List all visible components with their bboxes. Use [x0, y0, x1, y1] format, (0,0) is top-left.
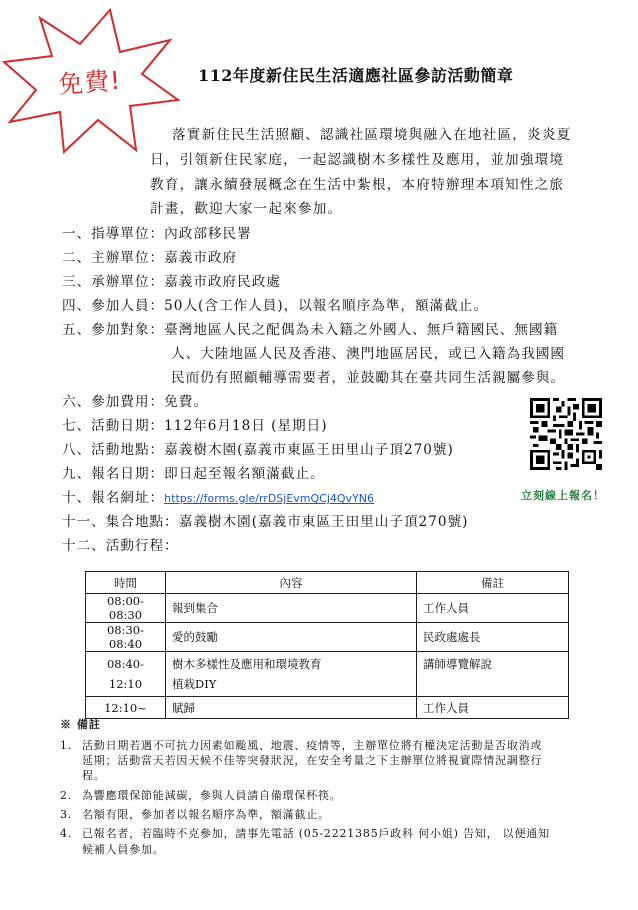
row-content: 愛的鼓勵 — [166, 623, 417, 652]
note-number: 3. — [60, 808, 73, 821]
table-row — [86, 652, 569, 697]
note-number: 1. — [60, 739, 73, 752]
intro-line: 計畫，歡迎大家一起來參加。 — [150, 201, 343, 217]
note-text: 已報名者，若臨時不克參加，請事先電話 (05-2221385戶政科 何小姐) 告知， 以便通知 — [82, 827, 550, 840]
table-row — [86, 697, 569, 719]
qr-code-icon[interactable] — [530, 398, 602, 470]
header-content: 內容 — [166, 572, 417, 594]
item-label: 十二、活動行程： — [62, 538, 179, 554]
header-time: 時間 — [86, 572, 166, 594]
row-note: 工作人員 — [417, 594, 569, 623]
note-text: 候補人員參加。 — [82, 843, 165, 856]
intro-line: 教育，讓永續發展概念在生活中紮根，本府特辦理本項知性之旅 — [150, 177, 565, 193]
item-registration-date — [62, 462, 325, 482]
item-value: 嘉義樹木園(嘉義市東區王田里山子頂270號) — [164, 442, 454, 458]
row-note: 工作人員 — [417, 697, 569, 719]
intro-line: 落實新住民生活照顧、認識社區環境與融入在地社區，炎炎夏 — [172, 127, 572, 143]
item-value: 內政部移民署 — [164, 226, 252, 242]
note-text: 為響應環保節能減碳，參與人員請自備環保杯筷。 — [82, 789, 342, 802]
item-target-audience-cont — [171, 342, 565, 362]
item-label: 八、活動地點： — [62, 442, 165, 458]
row-content: 賦歸 — [166, 697, 417, 719]
registration-link[interactable]: https://forms.gle/rrDSjEvmQCj4QvYN6 — [164, 492, 375, 505]
item-label: 六、參加費用： — [62, 394, 165, 410]
note-number: 4. — [60, 827, 73, 840]
item-value: 112年6月18日 (星期日) — [164, 418, 328, 434]
table-header-row — [86, 572, 569, 594]
note-line — [60, 806, 330, 822]
note-line — [60, 752, 542, 768]
row-time: 12:10~ — [86, 697, 166, 719]
item-label: 七、活動日期： — [62, 418, 165, 434]
note-text: 名額有限，參加者以報名順序為準，額滿截止。 — [82, 808, 330, 821]
row-content: 報到集合 — [166, 594, 417, 623]
item-value: 50人(含工作人員)，以報名順序為準，額滿截止。 — [164, 298, 488, 314]
note-line — [60, 841, 165, 857]
item-target-audience — [62, 318, 558, 338]
item-registration-url — [62, 486, 374, 506]
row-content — [166, 652, 417, 697]
row-content-line: 植栽DIY — [172, 677, 217, 691]
item-guidance-unit — [62, 222, 252, 242]
qr-caption: 立刻線上報名！ — [521, 489, 605, 502]
item-label: 九、報名日期： — [62, 466, 165, 482]
item-value: 臺灣地區人民之配偶為未入籍之外國人、無戶籍國民、無國籍 — [164, 322, 559, 338]
notes-title: ※ 備註 — [60, 718, 101, 731]
row-note: 民政處處長 — [417, 623, 569, 652]
item-value: 免費。 — [164, 394, 208, 410]
row-note: 講師導覽解說 — [417, 652, 569, 697]
item-value: 嘉義市政府 — [164, 250, 238, 266]
table-row — [86, 623, 569, 652]
item-executor — [62, 270, 281, 290]
table-row — [86, 594, 569, 623]
item-value: 民而仍有照顧輔導需要者，並鼓勵其在臺共同生活親屬參與。 — [171, 370, 566, 386]
row-content-line: 樹木多樣性及應用和環境教育 — [172, 657, 322, 671]
item-target-audience-cont — [171, 366, 565, 386]
note-line — [60, 787, 342, 803]
schedule-table — [85, 571, 569, 719]
note-line — [60, 825, 550, 841]
note-text: 程。 — [82, 769, 106, 782]
intro-line: 日，引領新住民家庭，一起認識樹木多樣性及應用，並加強環境 — [150, 152, 565, 168]
item-value: 嘉義樹木園(嘉義市東區王田里山子頂270號) — [178, 514, 469, 530]
item-value: 即日起至報名額滿截止。 — [164, 466, 325, 482]
item-label: 一、指導單位： — [62, 226, 165, 242]
row-time: 08:00-08:30 — [86, 594, 166, 623]
item-fee — [62, 390, 208, 410]
item-label: 二、主辦單位： — [62, 250, 165, 266]
item-meeting-point — [62, 510, 468, 530]
item-value: 嘉義市政府民政處 — [164, 274, 281, 290]
item-schedule-heading — [62, 534, 179, 554]
item-label: 十、報名網址： — [62, 490, 165, 506]
item-date — [62, 414, 328, 434]
note-line — [60, 737, 542, 753]
free-badge-label: 免費! — [57, 65, 123, 100]
item-label: 四、參加人員： — [62, 298, 165, 314]
page-title: 112年度新住民生活適應社區參訪活動簡章 — [198, 66, 514, 85]
note-text: 活動日期若遇不可抗力因素如颱風、地震、疫情等，主辦單位將有權決定活動是否取消或 — [82, 739, 543, 752]
item-label: 十一、集合地點： — [62, 514, 179, 530]
header-note: 備註 — [417, 572, 569, 594]
note-number: 2. — [60, 789, 73, 802]
row-time: 08:30-08:40 — [86, 623, 166, 652]
item-location — [62, 438, 454, 458]
item-organizer — [62, 246, 237, 266]
item-participants — [62, 294, 488, 314]
item-label: 五、參加對象： — [62, 322, 165, 338]
note-line — [60, 767, 106, 783]
item-value: 人、大陸地區人民及香港、澳門地區居民，或已入籍為我國國 — [171, 346, 566, 362]
row-time: 08:40-12:10 — [86, 652, 166, 697]
item-label: 三、承辦單位： — [62, 274, 165, 290]
note-text: 延期；活動當天若因天候不佳等突發狀況，在安全考量之下主辦單位將視實際情況調整行 — [82, 754, 543, 767]
